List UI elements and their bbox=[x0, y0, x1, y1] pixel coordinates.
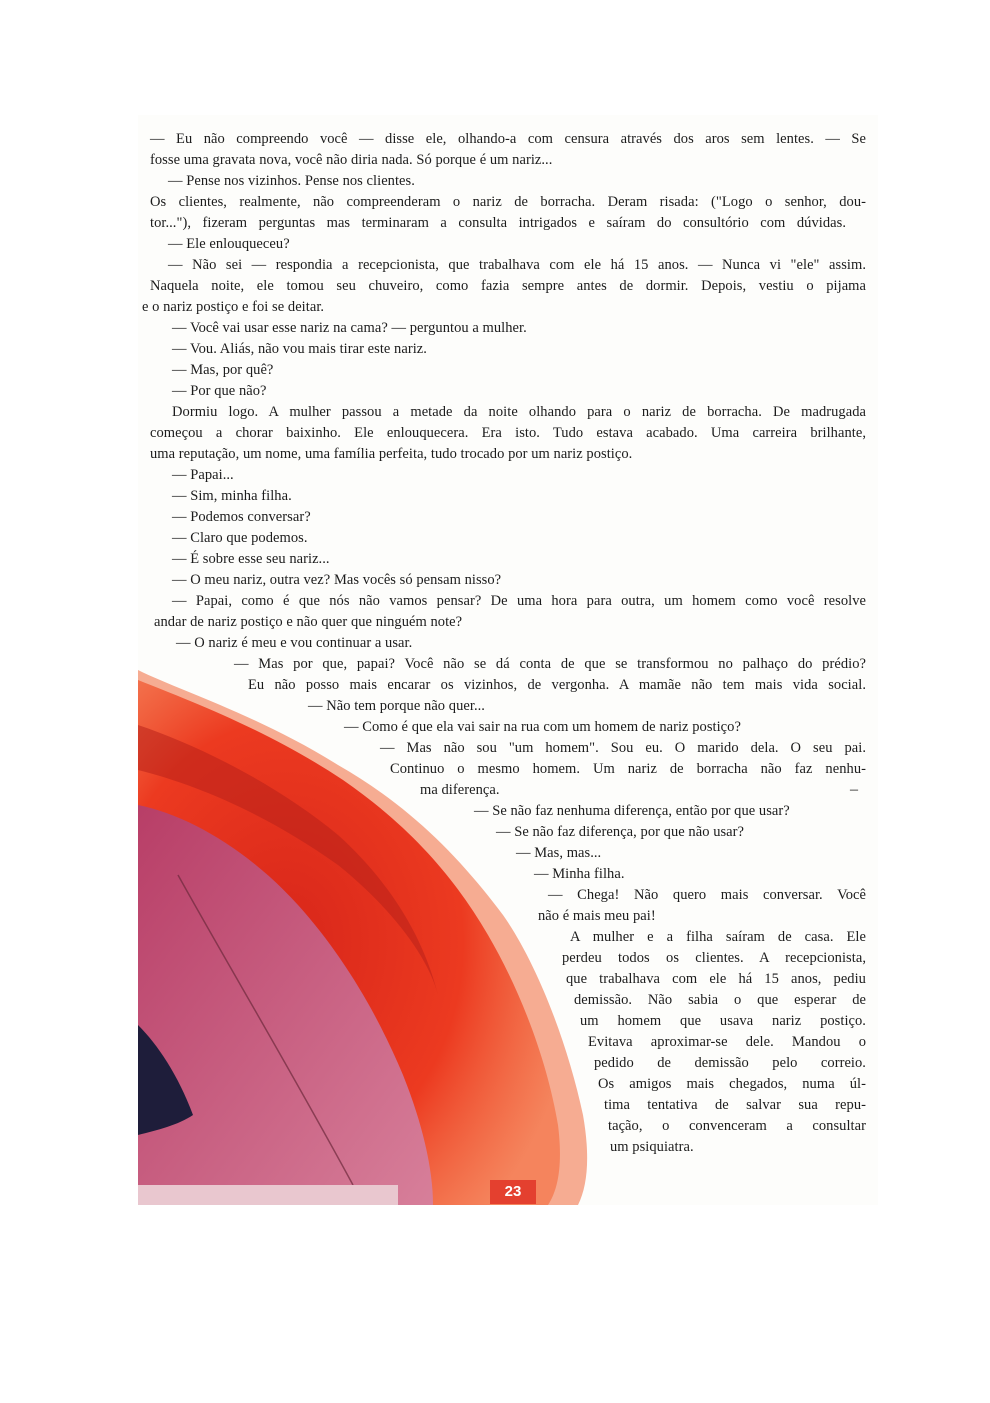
text-line-7: — Não sei — respondia a recepcionista, que trabalhava com ele há 15 anos. — Nunca vi "ele" assim. bbox=[168, 257, 866, 273]
text-line-36: — Minha filha. bbox=[534, 866, 625, 882]
text-line-10: — Você vai usar esse nariz na cama? — perguntou a mulher. bbox=[172, 320, 527, 336]
text-line-12: — Mas, por quê? bbox=[172, 362, 274, 378]
text-line-30: — Mas não sou "um homem". Sou eu. O marido dela. O seu pai. bbox=[380, 740, 866, 756]
text-line-38: não é mais meu pai! bbox=[538, 908, 656, 924]
text-line-35: — Mas, mas... bbox=[516, 845, 602, 861]
text-line-2: fosse uma gravata nova, você não diria nada. Só porque é um nariz... bbox=[150, 152, 553, 168]
text-line-27: Eu não posso mais encarar os vizinhos, de vergonha. A mamãe não tem mais vida social. bbox=[248, 677, 866, 693]
page-number: 23 bbox=[490, 1180, 536, 1204]
text-line-18: — Sim, minha filha. bbox=[172, 488, 292, 504]
text-line-21: — É sobre esse seu nariz... bbox=[172, 551, 330, 567]
text-line-37: — Chega! Não quero mais conversar. Você bbox=[548, 887, 866, 903]
text-line-32: ma diferença. bbox=[420, 782, 500, 798]
text-line-25: — O nariz é meu e vou continuar a usar. bbox=[176, 635, 413, 651]
text-line-4: Os clientes, realmente, não compreenderam o nariz de borracha. Deram risada: ("Logo o senhor, dou- bbox=[150, 194, 866, 210]
text-line-1: — Eu não compreendo você — disse ele, olhando-a com censura através dos aros sem lentes. — Se bbox=[150, 131, 866, 147]
text-line-11: — Vou. Aliás, não vou mais tirar este nariz. bbox=[172, 341, 427, 357]
text-line-22: — O meu nariz, outra vez? Mas vocês só pensam nisso? bbox=[172, 572, 502, 588]
text-line-15: começou a chorar baixinho. Ele enlouquecera. Era isto. Tudo estava acabado. Uma carreira brilhante, bbox=[150, 425, 866, 441]
text-line-19: — Podemos conversar? bbox=[172, 509, 311, 525]
stray-mark: – bbox=[850, 781, 858, 798]
text-line-41: que trabalhava com ele há 15 anos, pediu bbox=[566, 971, 866, 987]
text-line-47: tima tentativa de salvar sua repu- bbox=[604, 1097, 866, 1113]
text-line-17: — Papai... bbox=[172, 467, 234, 483]
text-line-46: Os amigos mais chegados, numa úl- bbox=[598, 1076, 866, 1092]
text-line-23: — Papai, como é que nós não vamos pensar? De uma hora para outra, um homem como você resolve bbox=[172, 593, 866, 609]
text-line-29: — Como é que ela vai sair na rua com um homem de nariz postiço? bbox=[344, 719, 741, 735]
text-line-45: pedido de demissão pelo correio. bbox=[594, 1055, 866, 1071]
text-line-34: — Se não faz diferença, por que não usar? bbox=[496, 824, 745, 840]
text-line-24: andar de nariz postiço e não quer que ninguém note? bbox=[154, 614, 463, 630]
text-line-28: — Não tem porque não quer... bbox=[308, 698, 485, 714]
text-line-14: Dormiu logo. A mulher passou a metade da noite olhando para o nariz de borracha. De madrugada bbox=[172, 404, 866, 420]
text-line-49: um psiquiatra. bbox=[610, 1139, 694, 1155]
text-line-13: — Por que não? bbox=[172, 383, 267, 399]
text-line-3: — Pense nos vizinhos. Pense nos clientes. bbox=[168, 173, 415, 189]
text-line-26: — Mas por que, papai? Você não se dá conta de que se transformou no palhaço do prédio? bbox=[234, 656, 866, 672]
text-line-33: — Se não faz nenhuma diferença, então por que usar? bbox=[474, 803, 790, 819]
book-page bbox=[138, 115, 878, 1205]
text-line-39: A mulher e a filha saíram de casa. Ele bbox=[570, 929, 866, 945]
text-line-6: — Ele enlouqueceu? bbox=[168, 236, 290, 252]
text-line-9: e o nariz postiço e foi se deitar. bbox=[142, 299, 325, 315]
text-line-31: Continuo o mesmo homem. Um nariz de borracha não faz nenhu- bbox=[390, 761, 866, 777]
text-line-20: — Claro que podemos. bbox=[172, 530, 308, 546]
text-line-48: tação, o convenceram a consultar bbox=[608, 1118, 866, 1134]
text-line-43: um homem que usava nariz postiço. bbox=[580, 1013, 866, 1029]
text-line-16: uma reputação, um nome, uma família perfeita, tudo trocado por um nariz postiço. bbox=[150, 446, 633, 462]
text-line-40: perdeu todos os clientes. A recepcionista, bbox=[562, 950, 866, 966]
text-line-5: tor..."), fizeram perguntas mas terminaram a consulta intrigados e saíram do consultório com dúvidas. bbox=[150, 215, 846, 231]
text-line-8: Naquela noite, ele tomou seu chuveiro, como fazia sempre antes de dormir. Depois, vestiu o pijama bbox=[150, 278, 866, 294]
text-line-42: demissão. Não sabia o que esperar de bbox=[574, 992, 866, 1008]
text-line-44: Evitava aproximar-se dele. Mandou o bbox=[588, 1034, 866, 1050]
